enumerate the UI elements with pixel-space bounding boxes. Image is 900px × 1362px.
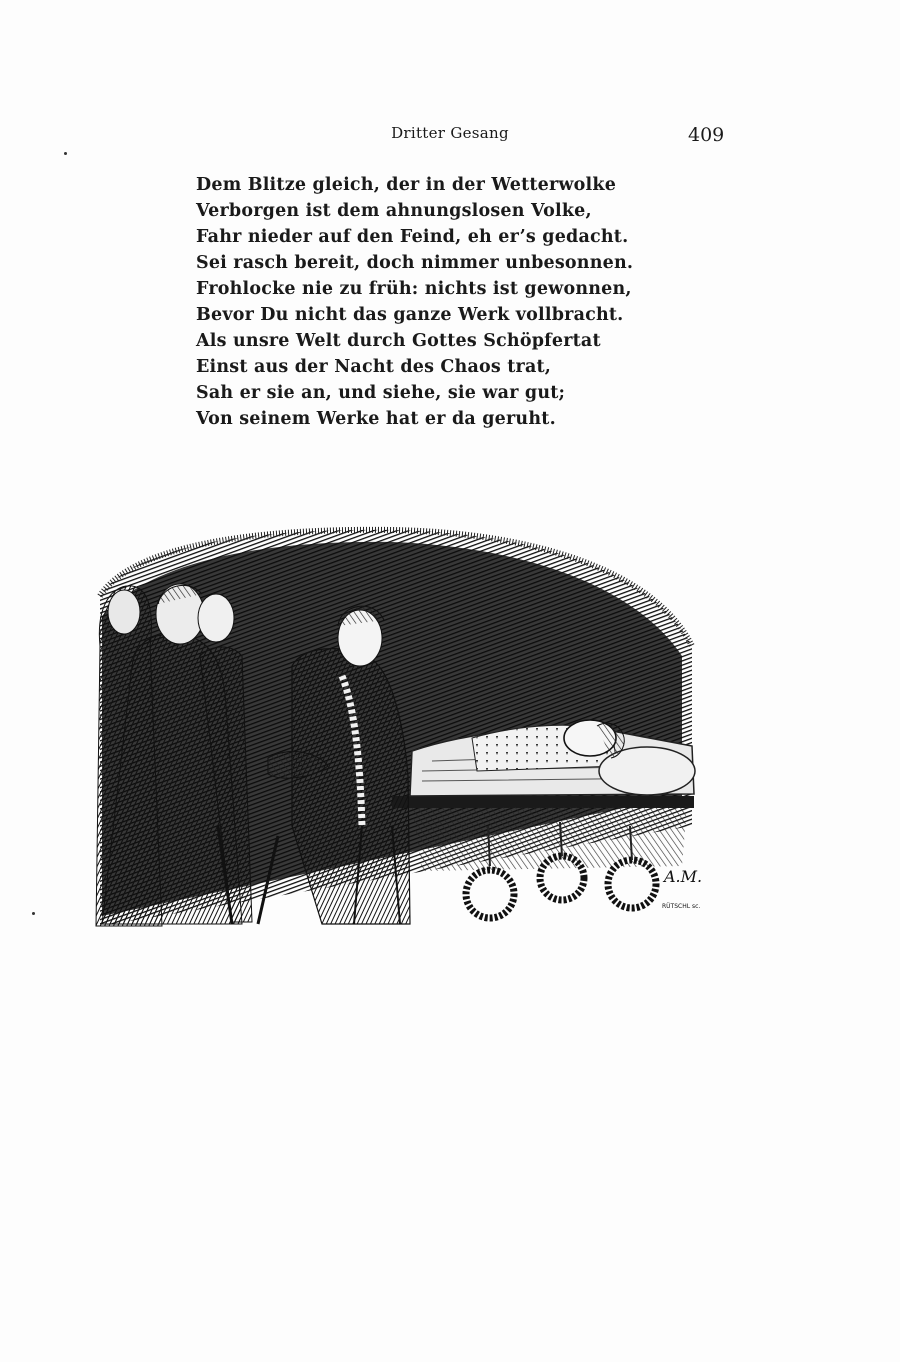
poem-line: Verborgen ist dem ahnungslosen Volke, (196, 201, 592, 221)
artist-monogram: A.M. (664, 867, 703, 886)
poem-line: Sei rasch bereit, doch nimmer unbesonnen. (196, 253, 634, 273)
paper-speck (32, 912, 35, 915)
engraving-figure (92, 526, 708, 930)
poem-line: Von seinem Werke hat er da geruht. (196, 409, 556, 429)
bier-pole (392, 796, 694, 808)
running-title: Dritter Gesang (391, 124, 509, 142)
engraving-illustration (92, 526, 708, 930)
poem-line: Frohlocke nie zu früh: nichts ist gewonnen, (196, 279, 632, 299)
poem-line: Einst aus der Nacht des Chaos trat, (196, 357, 552, 377)
poem-line: Dem Blitze gleich, der in der Wetterwolke (196, 175, 617, 195)
page-number: 409 (688, 124, 725, 146)
poem-line: Fahr nieder auf den Feind, eh er’s gedacht. (196, 227, 629, 247)
poem-stanza (196, 172, 634, 432)
paper-speck (64, 152, 67, 155)
engraver-signature: RÜTSCHL sc. (662, 903, 701, 910)
wreath (466, 870, 514, 918)
poem-line: Sah er sie an, und siehe, sie war gut; (196, 383, 566, 403)
poem-line: Bevor Du nicht das ganze Werk vollbracht. (196, 305, 624, 325)
poem-line: Als unsre Welt durch Gottes Schöpfertat (196, 331, 601, 351)
